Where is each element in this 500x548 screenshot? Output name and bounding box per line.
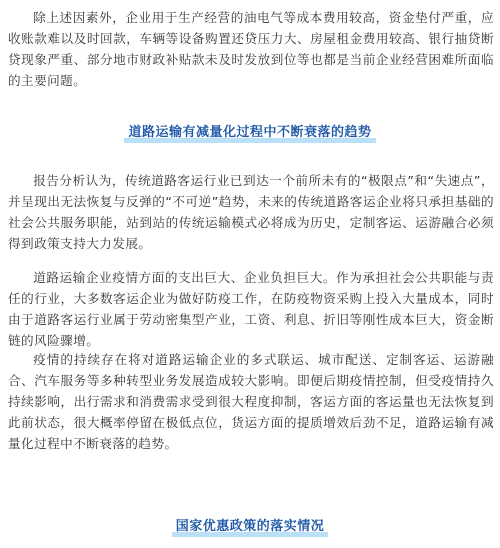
paragraph-operating-costs: 除上述因素外，企业用于生产经营的油电气等成本费用较高，资金垫付严重，应收账款难以及时回款，车辆等设备购置还贷压力大、房屋租金费用较高、银行抽贷断贷现象严重、部分地市财政补贴款未及时发放到位等也都是当前企业经营困难所面临的主要问题。 (8, 10, 494, 88)
paragraph-epidemic-impact: 疫情的持续存在将对道路运输企业的多式联运、城市配送、定制客运、运游融合、汽车服务等多种转型业务发展造成较大影响。即便后期疫情控制，但受疫情持久持续影响，出行需求和消费需求受到很大程度抑制，客运方面的客运量也无法恢复到此前状态，很大概率停留在极低点位，货运方面的提质增效后劲不足，道路运输有减量化过程中不断衰落的趋势。 (8, 352, 494, 451)
section-heading-policy-implementation (0, 515, 500, 534)
paragraph-epidemic-expenses: 道路运输企业疫情方面的支出巨大、企业负担巨大。作为承担社会公共职能与责任的行业，大多数客运企业为做好防疫工作，在防疫物资采购上投入大量成本，同时由于道路客运行业属于劳动密集型产业，工资、利息、折旧等刚性成本巨大，资金断链的风险骤增。 (8, 270, 494, 348)
section-heading-decline-trend-text: 道路运输有减量化过程中不断衰落的趋势 (126, 121, 373, 140)
paragraph-report-analysis: 报告分析认为，传统道路客运行业已到达一个前所未有的“极限点”和“失速点”，并呈现出无法恢复与反弹的“不可逆”趋势，未来的传统道路客运企业将只承担基础的社会公共服务职能，站到站的传统运输模式必将成为历史，定制客运、运游融合必须得到政策支持大力发展。 (8, 173, 494, 251)
section-heading-decline-trend (0, 121, 500, 140)
section-heading-policy-implementation-text: 国家优惠政策的落实情况 (174, 515, 327, 534)
